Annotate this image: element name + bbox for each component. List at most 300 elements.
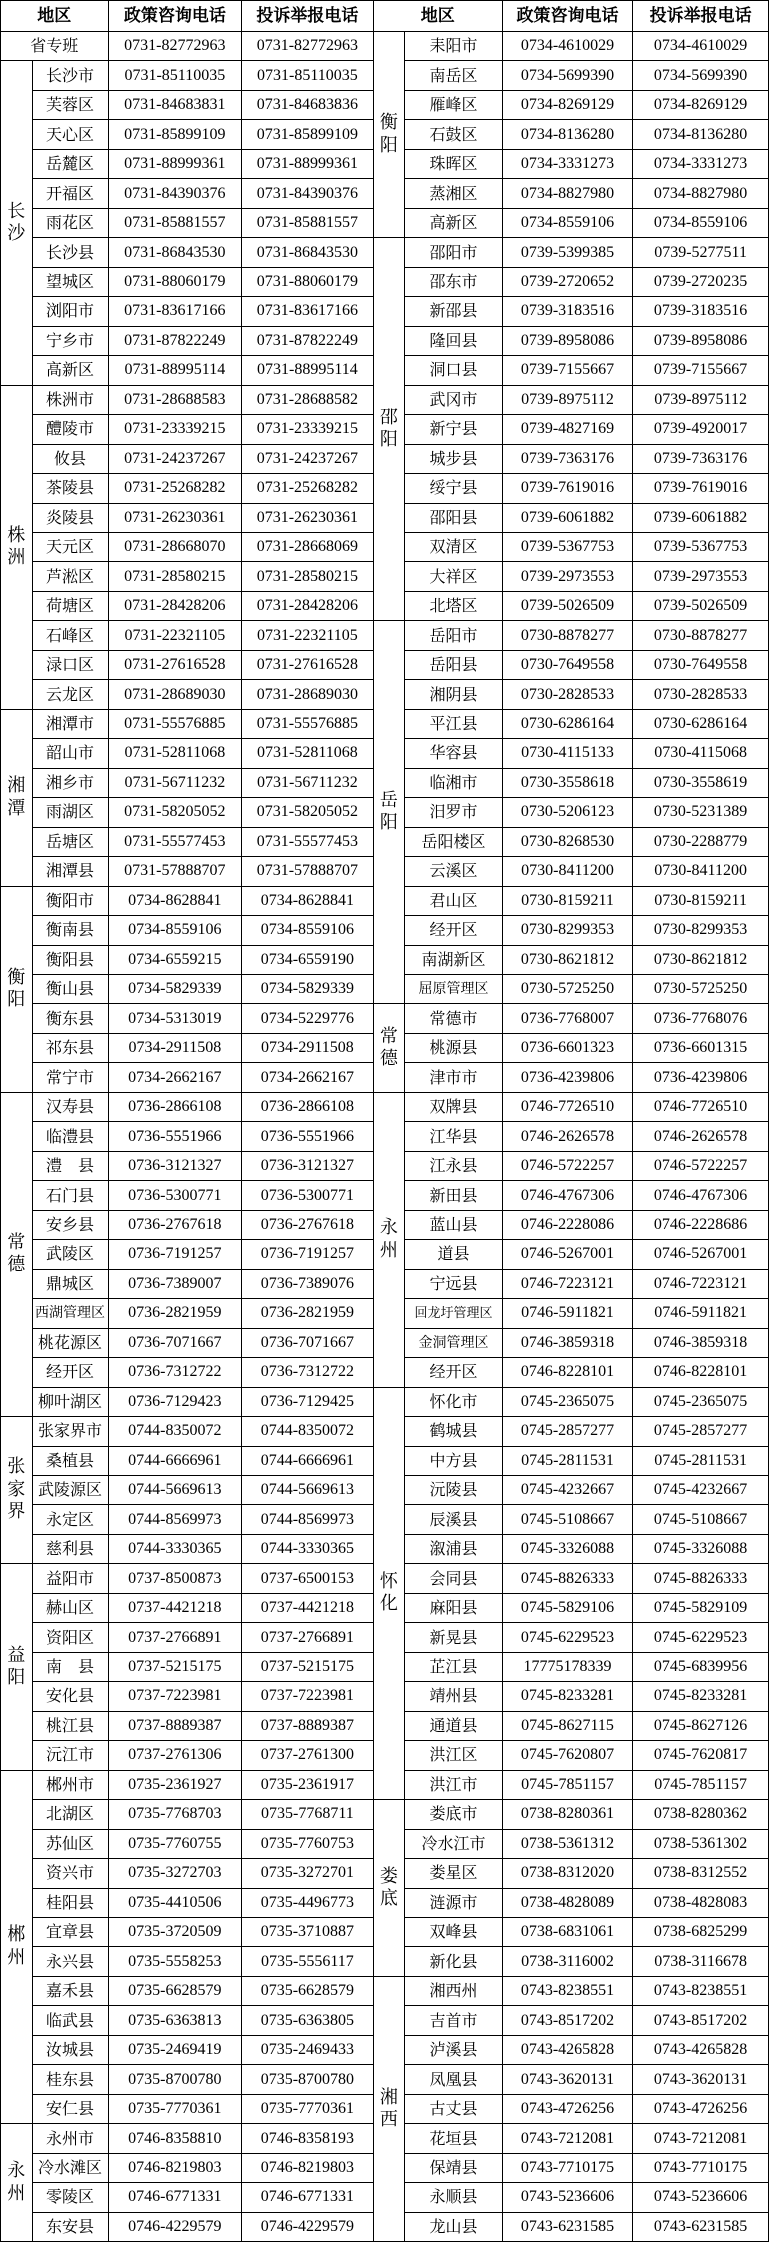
policy-phone: 0739-8958086 [502, 326, 632, 355]
complaint-phone: 0737-2761300 [242, 1741, 373, 1770]
complaint-phone: 0739-2720235 [633, 267, 769, 296]
district-cell: 新化县 [405, 1947, 503, 1976]
policy-phone: 0745-8627115 [502, 1711, 632, 1740]
policy-phone: 0731-24237267 [108, 444, 242, 473]
district-cell: 资阳区 [32, 1623, 108, 1652]
policy-phone: 0731-26230361 [108, 503, 242, 532]
district-cell: 武陵区 [32, 1240, 108, 1269]
complaint-phone: 0731-88995114 [242, 356, 373, 385]
complaint-phone: 0739-8975112 [633, 385, 769, 414]
complaint-phone: 0746-8358193 [242, 2124, 373, 2153]
complaint-phone: 0731-27616528 [242, 650, 373, 679]
district-cell: 娄星区 [405, 1859, 503, 1888]
district-cell: 湘阴县 [405, 680, 503, 709]
complaint-phone: 0731-28428206 [242, 591, 373, 620]
policy-phone: 0735-2361927 [108, 1770, 242, 1799]
city-cell: 长 沙 [1, 61, 33, 385]
district-cell: 龙山县 [405, 2212, 503, 2241]
district-cell: 泸溪县 [405, 2035, 503, 2064]
table-row [1, 1387, 769, 1416]
policy-phone: 0734-3331273 [502, 149, 632, 178]
policy-phone: 0745-3326088 [502, 1534, 632, 1563]
policy-phone: 0746-5911821 [502, 1299, 632, 1328]
policy-phone: 0745-2365075 [502, 1387, 632, 1416]
district-cell: 新晃县 [405, 1623, 503, 1652]
complaint-phone: 0745-3326088 [633, 1534, 769, 1563]
district-cell: 洪江区 [405, 1741, 503, 1770]
policy-phone: 0731-28580215 [108, 562, 242, 591]
policy-phone: 0736-7191257 [108, 1240, 242, 1269]
policy-phone: 0739-3183516 [502, 297, 632, 326]
complaint-phone: 0746-7223121 [633, 1269, 769, 1298]
policy-phone: 0739-2973553 [502, 562, 632, 591]
complaint-phone: 0737-7223981 [242, 1682, 373, 1711]
district-cell: 安化县 [32, 1682, 108, 1711]
complaint-phone: 0739-3183516 [633, 297, 769, 326]
complaint-phone: 0736-7768076 [633, 1004, 769, 1033]
policy-phone: 0738-5361312 [502, 1829, 632, 1858]
complaint-phone: 0739-8958086 [633, 326, 769, 355]
complaint-phone: 0743-3620131 [633, 2065, 769, 2094]
district-cell: 赫山区 [32, 1593, 108, 1622]
district-cell: 湘潭市 [32, 709, 108, 738]
header-region: 地区 [373, 1, 502, 32]
district-cell: 双清区 [405, 532, 503, 561]
policy-phone: 0743-7710175 [502, 2153, 632, 2182]
complaint-phone: 0743-6231585 [633, 2212, 769, 2241]
complaint-phone: 0735-2361917 [242, 1770, 373, 1799]
complaint-phone: 0736-2866108 [242, 1092, 373, 1121]
policy-phone: 0736-2767618 [108, 1210, 242, 1239]
city-cell: 湘 西 [373, 1976, 405, 2241]
complaint-phone: 0736-2821959 [242, 1299, 373, 1328]
complaint-phone: 0731-28688582 [242, 385, 373, 414]
district-cell: 南 县 [32, 1652, 108, 1681]
complaint-phone: 0746-3859318 [633, 1328, 769, 1357]
complaint-phone: 0746-5267001 [633, 1240, 769, 1269]
complaint-phone: 0730-8411200 [633, 857, 769, 886]
district-cell: 冷水江市 [405, 1829, 503, 1858]
district-cell: 苏仙区 [32, 1829, 108, 1858]
policy-phone: 0731-88995114 [108, 356, 242, 385]
complaint-phone: 0734-8559106 [633, 208, 769, 237]
district-cell: 辰溪县 [405, 1505, 503, 1534]
complaint-phone: 0744-5669613 [242, 1475, 373, 1504]
policy-phone: 0736-7389007 [108, 1269, 242, 1298]
district-cell: 新田县 [405, 1181, 503, 1210]
complaint-phone: 0730-4115068 [633, 739, 769, 768]
policy-phone: 0746-3859318 [502, 1328, 632, 1357]
complaint-phone: 0735-6363805 [242, 2006, 373, 2035]
district-cell: 金洞管理区 [405, 1328, 503, 1357]
city-cell: 湘 潭 [1, 709, 33, 886]
district-cell: 雨湖区 [32, 798, 108, 827]
district-cell: 芦淞区 [32, 562, 108, 591]
district-cell: 永定区 [32, 1505, 108, 1534]
policy-phone: 0731-82772963 [108, 32, 242, 61]
complaint-phone: 0738-4828083 [633, 1888, 769, 1917]
district-cell: 靖州县 [405, 1682, 503, 1711]
complaint-phone: 0735-3272701 [242, 1859, 373, 1888]
complaint-phone: 0745-8826333 [633, 1564, 769, 1593]
complaint-phone: 0738-8312552 [633, 1859, 769, 1888]
complaint-phone: 0731-24237267 [242, 444, 373, 473]
policy-phone: 0736-7312722 [108, 1358, 242, 1387]
district-cell: 涟源市 [405, 1888, 503, 1917]
complaint-phone: 0734-5829339 [242, 975, 373, 1004]
complaint-phone: 0734-5699390 [633, 61, 769, 90]
policy-phone: 0734-8559106 [502, 208, 632, 237]
district-cell: 永兴县 [32, 1947, 108, 1976]
district-cell: 安仁县 [32, 2094, 108, 2123]
policy-phone: 0743-8238551 [502, 1976, 632, 2005]
policy-phone: 0734-8827980 [502, 179, 632, 208]
complaint-phone: 0735-8700780 [242, 2065, 373, 2094]
policy-phone: 0746-4767306 [502, 1181, 632, 1210]
district-cell: 荷塘区 [32, 591, 108, 620]
complaint-phone: 0745-5829109 [633, 1593, 769, 1622]
district-cell: 邵阳市 [405, 238, 503, 267]
policy-phone: 0745-8233281 [502, 1682, 632, 1711]
policy-phone: 0737-2766891 [108, 1623, 242, 1652]
policy-phone: 0745-8826333 [502, 1564, 632, 1593]
district-cell: 岳阳楼区 [405, 827, 503, 856]
district-cell: 攸县 [32, 444, 108, 473]
policy-phone: 0743-8517202 [502, 2006, 632, 2035]
district-cell: 湘乡市 [32, 768, 108, 797]
complaint-phone: 0736-7389076 [242, 1269, 373, 1298]
district-cell: 双峰县 [405, 1918, 503, 1947]
district-cell: 桃花源区 [32, 1328, 108, 1357]
policy-phone: 0735-6628579 [108, 1976, 242, 2005]
district-cell: 沅江市 [32, 1741, 108, 1770]
district-cell: 桃源县 [405, 1033, 503, 1062]
policy-phone: 0736-7768007 [502, 1004, 632, 1033]
policy-phone: 0731-85110035 [108, 61, 242, 90]
complaint-phone: 0734-8136280 [633, 120, 769, 149]
policy-phone: 0743-5236606 [502, 2183, 632, 2212]
complaint-phone: 0737-4421218 [242, 1593, 373, 1622]
complaint-phone: 0745-2811531 [633, 1446, 769, 1475]
complaint-phone: 0730-8878277 [633, 621, 769, 650]
district-cell: 芙蓉区 [32, 90, 108, 119]
city-cell: 常 德 [373, 1004, 405, 1092]
district-cell: 石门县 [32, 1181, 108, 1210]
complaint-phone: 0738-5361302 [633, 1829, 769, 1858]
city-cell: 衡 阳 [1, 886, 33, 1092]
city-cell: 娄 底 [373, 1800, 405, 1977]
complaint-phone: 0731-28580215 [242, 562, 373, 591]
complaint-phone: 0745-6229523 [633, 1623, 769, 1652]
district-cell: 东安县 [32, 2212, 108, 2241]
district-cell: 祁东县 [32, 1033, 108, 1062]
complaint-phone: 0731-58205052 [242, 798, 373, 827]
complaint-phone: 0744-8569973 [242, 1505, 373, 1534]
policy-phone: 0738-6831061 [502, 1918, 632, 1947]
complaint-phone: 0734-8559106 [242, 916, 373, 945]
complaint-phone: 0739-6061882 [633, 503, 769, 532]
district-cell: 长沙市 [32, 61, 108, 90]
policy-phone: 0745-6229523 [502, 1623, 632, 1652]
policy-phone: 0734-4610029 [502, 32, 632, 61]
district-cell: 北塔区 [405, 591, 503, 620]
complaint-phone: 0735-2469433 [242, 2035, 373, 2064]
district-cell: 炎陵县 [32, 503, 108, 532]
policy-phone: 0746-8219803 [108, 2153, 242, 2182]
complaint-phone: 0730-8621812 [633, 945, 769, 974]
complaint-phone: 0745-8233281 [633, 1682, 769, 1711]
policy-phone: 0737-2761306 [108, 1741, 242, 1770]
policy-phone: 0737-5215175 [108, 1652, 242, 1681]
complaint-phone: 0731-85881557 [242, 208, 373, 237]
complaint-phone: 0736-5300771 [242, 1181, 373, 1210]
district-cell: 蒸湘区 [405, 179, 503, 208]
district-cell: 蓝山县 [405, 1210, 503, 1239]
district-cell: 大祥区 [405, 562, 503, 591]
district-cell: 芷江县 [405, 1652, 503, 1681]
complaint-phone: 0743-5236606 [633, 2183, 769, 2212]
policy-phone: 0746-5722257 [502, 1151, 632, 1180]
complaint-phone: 0746-4229579 [242, 2212, 373, 2241]
policy-phone: 0731-87822249 [108, 326, 242, 355]
policy-phone: 0745-2857277 [502, 1417, 632, 1446]
policy-phone: 0735-5558253 [108, 1947, 242, 1976]
complaint-phone: 0735-7768711 [242, 1800, 373, 1829]
district-cell: 高新区 [405, 208, 503, 237]
complaint-phone: 0746-5722257 [633, 1151, 769, 1180]
district-cell: 耒阳市 [405, 32, 503, 61]
policy-phone: 0743-3620131 [502, 2065, 632, 2094]
complaint-phone: 0731-22321105 [242, 621, 373, 650]
district-cell: 花垣县 [405, 2124, 503, 2153]
complaint-phone: 0736-6601315 [633, 1033, 769, 1062]
district-cell: 邵东市 [405, 267, 503, 296]
district-cell: 经开区 [32, 1358, 108, 1387]
complaint-phone: 0730-7649558 [633, 650, 769, 679]
region-cell: 省专班 [1, 32, 109, 61]
policy-phone: 0746-6771331 [108, 2183, 242, 2212]
policy-phone: 0731-28668070 [108, 532, 242, 561]
complaint-phone: 0731-85899109 [242, 120, 373, 149]
complaint-phone: 0739-7619016 [633, 474, 769, 503]
policy-phone: 0745-5829106 [502, 1593, 632, 1622]
policy-phone: 0744-8569973 [108, 1505, 242, 1534]
header-complaint-phone: 投诉举报电话 [633, 1, 769, 32]
complaint-phone: 0731-55576885 [242, 709, 373, 738]
policy-phone: 0746-8358810 [108, 2124, 242, 2153]
district-cell: 望城区 [32, 267, 108, 296]
policy-phone: 0731-56711232 [108, 768, 242, 797]
district-cell: 桃江县 [32, 1711, 108, 1740]
policy-phone: 0731-55577453 [108, 827, 242, 856]
complaint-phone: 0730-2288779 [633, 827, 769, 856]
complaint-phone: 0745-2365075 [633, 1387, 769, 1416]
policy-phone: 0746-5267001 [502, 1240, 632, 1269]
table-row [1, 238, 769, 267]
district-cell: 吉首市 [405, 2006, 503, 2035]
policy-phone: 0730-8878277 [502, 621, 632, 650]
complaint-phone: 0731-28668069 [242, 532, 373, 561]
district-cell: 宁乡市 [32, 326, 108, 355]
policy-phone: 0730-2828533 [502, 680, 632, 709]
complaint-phone: 0745-6839956 [633, 1652, 769, 1681]
policy-phone: 0735-3720509 [108, 1918, 242, 1947]
complaint-phone: 0735-7760753 [242, 1829, 373, 1858]
policy-phone: 0731-27616528 [108, 650, 242, 679]
district-cell: 屈原管理区 [405, 975, 503, 1004]
policy-phone: 0734-6559215 [108, 945, 242, 974]
district-cell: 凤凰县 [405, 2065, 503, 2094]
policy-phone: 0745-7851157 [502, 1770, 632, 1799]
district-cell: 南岳区 [405, 61, 503, 90]
district-cell: 云龙区 [32, 680, 108, 709]
policy-phone: 0746-8228101 [502, 1358, 632, 1387]
policy-phone: 0736-5551966 [108, 1122, 242, 1151]
complaint-phone: 0737-6500153 [242, 1564, 373, 1593]
policy-phone: 0746-2626578 [502, 1122, 632, 1151]
policy-phone: 0731-52811068 [108, 739, 242, 768]
policy-phone: 0739-8975112 [502, 385, 632, 414]
complaint-phone: 0730-5231389 [633, 798, 769, 827]
district-cell: 安乡县 [32, 1210, 108, 1239]
policy-phone: 0731-86843530 [108, 238, 242, 267]
complaint-phone: 0746-5911821 [633, 1299, 769, 1328]
district-cell: 衡山县 [32, 975, 108, 1004]
table-row [1, 621, 769, 650]
district-cell: 保靖县 [405, 2153, 503, 2182]
policy-phone: 0739-4827169 [502, 415, 632, 444]
header-row [1, 1, 769, 32]
district-cell: 衡南县 [32, 916, 108, 945]
district-cell: 麻阳县 [405, 1593, 503, 1622]
policy-phone: 0737-7223981 [108, 1682, 242, 1711]
district-cell: 云溪区 [405, 857, 503, 886]
complaint-phone: 0739-7155667 [633, 356, 769, 385]
district-cell: 慈利县 [32, 1534, 108, 1563]
complaint-phone: 0737-2766891 [242, 1623, 373, 1652]
policy-phone: 0744-8350072 [108, 1417, 242, 1446]
city-cell: 衡 阳 [373, 32, 405, 238]
complaint-phone: 0746-2228686 [633, 1210, 769, 1239]
district-cell: 石峰区 [32, 621, 108, 650]
policy-phone: 0745-5108667 [502, 1505, 632, 1534]
policy-phone: 0730-8411200 [502, 857, 632, 886]
complaint-phone: 0730-8299353 [633, 916, 769, 945]
complaint-phone: 0737-8889387 [242, 1711, 373, 1740]
policy-phone: 0731-84390376 [108, 179, 242, 208]
policy-phone: 0731-85899109 [108, 120, 242, 149]
complaint-phone: 0739-5026509 [633, 591, 769, 620]
complaint-phone: 0730-5725250 [633, 975, 769, 1004]
complaint-phone: 0746-7726510 [633, 1092, 769, 1121]
policy-phone: 0731-55576885 [108, 709, 242, 738]
complaint-phone: 0736-7071667 [242, 1328, 373, 1357]
policy-phone: 0744-6666961 [108, 1446, 242, 1475]
district-cell: 回龙圩管理区 [405, 1299, 503, 1328]
complaint-phone: 0731-25268282 [242, 474, 373, 503]
complaint-phone: 0738-3116678 [633, 1947, 769, 1976]
complaint-phone: 0744-8350072 [242, 1417, 373, 1446]
complaint-phone: 0736-7191257 [242, 1240, 373, 1269]
policy-phone: 0736-6601323 [502, 1033, 632, 1062]
complaint-phone: 0730-6286164 [633, 709, 769, 738]
policy-phone: 0731-28689030 [108, 680, 242, 709]
policy-phone: 0744-3330365 [108, 1534, 242, 1563]
policy-phone: 0738-8280361 [502, 1800, 632, 1829]
district-cell: 汨罗市 [405, 798, 503, 827]
district-cell: 衡阳市 [32, 886, 108, 915]
policy-phone: 0736-2821959 [108, 1299, 242, 1328]
policy-phone: 0730-8299353 [502, 916, 632, 945]
district-cell: 津市市 [405, 1063, 503, 1092]
district-cell: 渌口区 [32, 650, 108, 679]
city-cell: 常 德 [1, 1092, 33, 1416]
district-cell: 江永县 [405, 1151, 503, 1180]
district-cell: 临武县 [32, 2006, 108, 2035]
policy-phone: 0735-2469419 [108, 2035, 242, 2064]
policy-phone: 0730-8621812 [502, 945, 632, 974]
complaint-phone: 0734-6559190 [242, 945, 373, 974]
city-cell: 株 洲 [1, 385, 33, 709]
policy-phone: 0730-5206123 [502, 798, 632, 827]
complaint-phone: 0736-7312722 [242, 1358, 373, 1387]
policy-phone: 0738-3116002 [502, 1947, 632, 1976]
district-cell: 会同县 [405, 1564, 503, 1593]
district-cell: 新宁县 [405, 415, 503, 444]
district-cell: 郴州市 [32, 1770, 108, 1799]
complaint-phone: 0745-7620817 [633, 1741, 769, 1770]
district-cell: 永顺县 [405, 2183, 503, 2212]
policy-phone: 0745-4232667 [502, 1475, 632, 1504]
complaint-phone: 0731-23339215 [242, 415, 373, 444]
policy-phone: 0734-8628841 [108, 886, 242, 915]
district-cell: 古丈县 [405, 2094, 503, 2123]
district-cell: 城步县 [405, 444, 503, 473]
header-policy-phone: 政策咨询电话 [502, 1, 632, 32]
district-cell: 零陵区 [32, 2183, 108, 2212]
district-cell: 常宁市 [32, 1063, 108, 1092]
district-cell: 岳阳县 [405, 650, 503, 679]
policy-phone: 0734-8269129 [502, 90, 632, 119]
city-cell: 郴 州 [1, 1770, 33, 2124]
complaint-phone: 0746-6771331 [242, 2183, 373, 2212]
table-row [1, 1976, 769, 2005]
complaint-phone: 0746-4767306 [633, 1181, 769, 1210]
district-cell: 浏阳市 [32, 297, 108, 326]
complaint-phone: 0731-82772963 [242, 32, 373, 61]
complaint-phone: 0736-4239806 [633, 1063, 769, 1092]
district-cell: 道县 [405, 1240, 503, 1269]
district-cell: 绥宁县 [405, 474, 503, 503]
policy-phone: 0731-23339215 [108, 415, 242, 444]
district-cell: 娄底市 [405, 1800, 503, 1829]
complaint-phone: 0739-4920017 [633, 415, 769, 444]
policy-phone: 0731-85881557 [108, 208, 242, 237]
complaint-phone: 0736-2767618 [242, 1210, 373, 1239]
district-cell: 开福区 [32, 179, 108, 208]
policy-phone: 0738-4828089 [502, 1888, 632, 1917]
district-cell: 宜章县 [32, 1918, 108, 1947]
complaint-phone: 0745-8627126 [633, 1711, 769, 1740]
policy-phone: 0734-5313019 [108, 1004, 242, 1033]
policy-phone: 0736-7129423 [108, 1387, 242, 1416]
policy-phone: 0735-7768703 [108, 1800, 242, 1829]
district-cell: 经开区 [405, 916, 503, 945]
complaint-phone: 0731-57888707 [242, 857, 373, 886]
policy-phone: 0746-7726510 [502, 1092, 632, 1121]
complaint-phone: 0738-8280362 [633, 1800, 769, 1829]
policy-phone: 0736-2866108 [108, 1092, 242, 1121]
